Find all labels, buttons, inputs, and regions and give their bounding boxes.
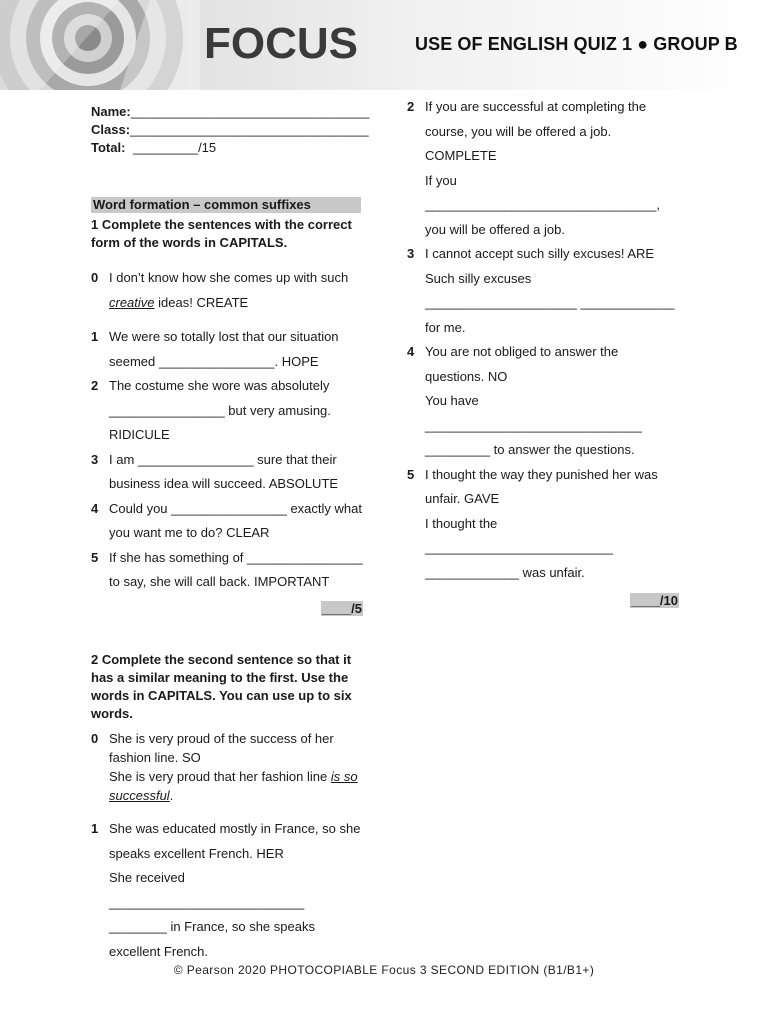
s2-item2-line2: If you ________________________________, you will be offered a job. <box>425 172 660 237</box>
s2-item-2 <box>407 95 679 242</box>
s1-example-text-b: ideas! CREATE <box>154 294 249 310</box>
name-line: _________________________________ <box>130 104 370 119</box>
class-label: Class: <box>91 122 131 137</box>
s2-item3-line2: Such silly excuses _____________________ _____________ for me. <box>425 270 675 335</box>
s1-item-num: 4 <box>91 500 99 516</box>
s1-item-num: 3 <box>91 451 99 467</box>
page-footer: © Pearson 2020 PHOTOCOPIABLE Focus 3 SECOND EDITION (B1/B1+) <box>173 963 595 977</box>
s1-example-answer: creative <box>109 294 155 310</box>
s1-item-num: 2 <box>91 378 99 393</box>
name-field <box>91 103 370 121</box>
focus-logo-swirl <box>0 0 200 90</box>
right-column <box>407 95 679 614</box>
s2-example-num: 0 <box>91 731 99 746</box>
s2-item-5 <box>407 463 679 586</box>
brand-title: FOCUS <box>204 19 358 68</box>
s2-item4-line1: You are not obliged to answer the questions. NO <box>425 344 619 384</box>
s2-item-num: 1 <box>91 821 99 836</box>
s1-item-num: 5 <box>91 549 99 565</box>
s2-item-num: 2 <box>407 99 415 114</box>
s2-item-num: 3 <box>407 246 415 261</box>
s2-item1-line1: She was educated mostly in France, so she speaks excellent French. HER <box>109 821 361 861</box>
s2-item-num: 5 <box>407 466 415 482</box>
s2-item5-line2: I thought the __________________________ _____________ was unfair. <box>425 515 613 580</box>
s2-item-1 <box>91 817 363 964</box>
s1-item-4 <box>91 497 363 546</box>
total-line: _________/15 <box>133 140 217 155</box>
page-header <box>0 0 768 90</box>
s1-item-text: I am ________________ sure that their business idea will succeed. ABSOLUTE <box>109 451 339 491</box>
s1-example <box>91 266 363 315</box>
s2-item3-line1: I cannot accept such silly excuses! ARE <box>425 246 655 261</box>
s2-item2-line1: If you are successful at completing the course, you will be offered a job. <box>425 99 647 139</box>
s1-example-text-a: I don’t know how she comes up with such <box>109 270 349 285</box>
total-field <box>91 139 363 157</box>
s2-item1-line2: She received ___________________________ ________ in France, so she speaks excellent French. <box>109 870 315 959</box>
section1-instruction: 1 Complete the sentences with the correct form of the words in CAPITALS. <box>91 217 352 250</box>
section2-score-box: ____/10 <box>631 593 678 608</box>
s2-item-3 <box>407 242 679 340</box>
s2-example <box>91 729 363 805</box>
s1-example-num: 0 <box>91 270 99 285</box>
s2-example-answer: is so successful <box>109 769 358 803</box>
s2-item-num: 4 <box>407 344 415 359</box>
s1-item-text: We were so totally lost that our situation seemed ________________. HOPE <box>109 329 339 369</box>
s2-example-line1: She is very proud of the success of her fashion line. SO <box>109 731 334 765</box>
section1-score-box: ____/5 <box>322 600 362 616</box>
s1-item-3 <box>91 448 363 497</box>
s1-item-2 <box>91 374 363 448</box>
s2-item-4 <box>407 340 679 463</box>
name-label: Name: <box>91 104 131 119</box>
s2-item2-word: COMPLETE <box>425 148 497 163</box>
s1-item-num: 1 <box>91 329 99 344</box>
s1-item-text: If she has something of ________________ to say, she will call back. IMPORTANT <box>109 549 363 589</box>
s1-item-1 <box>91 325 363 374</box>
left-column <box>91 103 370 964</box>
s2-example-line2a: She is very proud that her fashion line <box>109 769 331 784</box>
s2-item5-line1: I thought the way they punished her was unfair. GAVE <box>425 466 658 506</box>
section1-score <box>91 597 363 622</box>
section2-score <box>407 589 679 614</box>
s2-example-line2b: . <box>169 788 174 803</box>
quiz-title: USE OF ENGLISH QUIZ 1 ● GROUP B <box>415 34 738 54</box>
class-field <box>91 121 369 139</box>
s1-item-5 <box>91 546 363 595</box>
s1-item-text: The costume she wore was absolutely ________________ but very amusing. RIDICULE <box>109 378 331 442</box>
s2-item4-line2: You have ______________________________ _________ to answer the questions. <box>425 393 642 457</box>
s1-item-text: Could you ________________ exactly what you want me to do? CLEAR <box>109 500 362 540</box>
total-label: Total: <box>91 140 126 155</box>
class-line: _________________________________ <box>130 122 369 137</box>
section2-instruction: 2 Complete the second sentence so that it has a similar meaning to the first. Use the words in CAPITALS. You can use up to six words. <box>91 652 352 721</box>
section1-heading: Word formation – common suffixes <box>91 197 361 213</box>
